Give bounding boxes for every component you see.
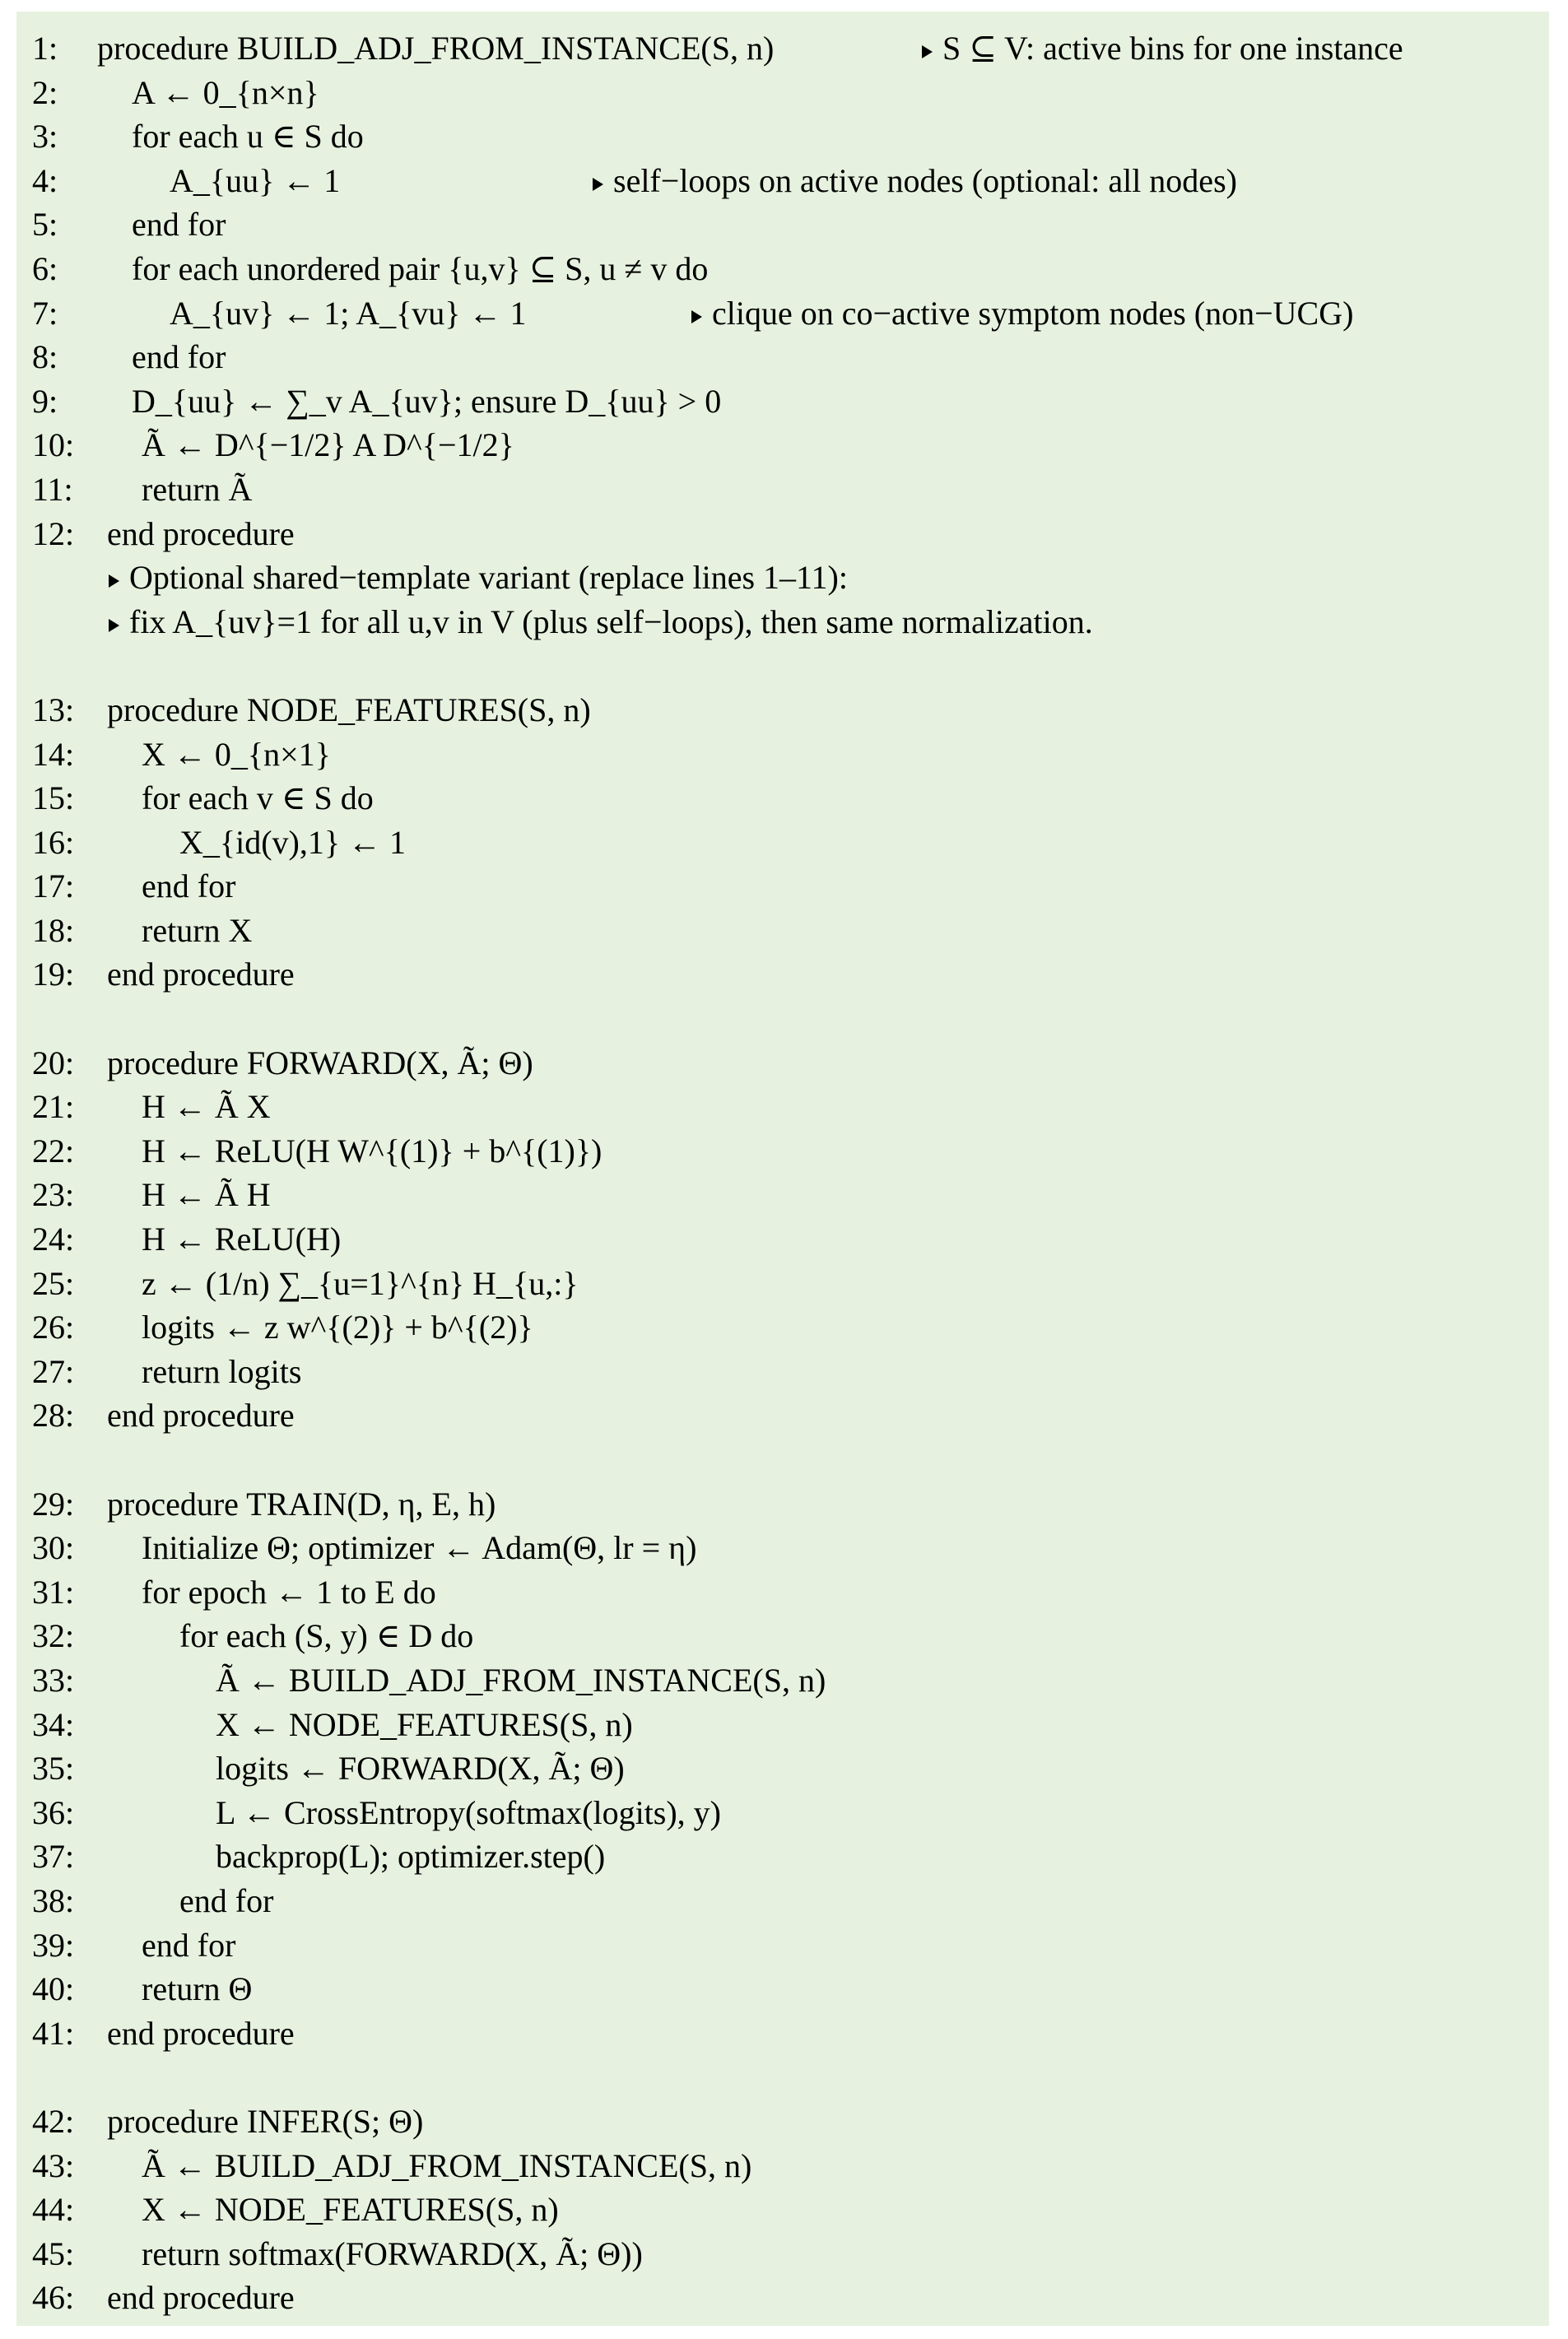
comment [922, 26, 1403, 71]
code-text: procedure TRAIN(D, η, E, h) [107, 1485, 496, 1523]
algorithm-line [16, 1526, 1549, 1570]
blank-line [16, 1438, 1549, 1482]
line-number: 46: [32, 2279, 75, 2317]
code-text: A_{uv} ← 1; A_{vu} ← 1 [170, 294, 527, 332]
line-number: 3: [32, 118, 58, 156]
code-text: procedure INFER(S; Θ) [107, 2102, 424, 2140]
blank-line [16, 997, 1549, 1041]
line-number: 33: [32, 1661, 75, 1699]
algorithm-line [16, 1703, 1549, 1747]
line-number: 37: [32, 1838, 75, 1876]
code-text: Ã ← BUILD_ADJ_FROM_INSTANCE(S, n) [142, 2146, 752, 2184]
algorithm-line [16, 423, 1549, 467]
line-number: 6: [32, 249, 58, 287]
comment-text: S ⊆ V: active bins for one instance [942, 30, 1403, 67]
algorithm-line [16, 2188, 1549, 2232]
code-text: Ã ← D^{−1/2} A D^{−1/2} [142, 426, 514, 464]
algorithm-line [16, 2011, 1549, 2056]
algorithm-line [16, 1217, 1549, 1262]
line-number: 24: [32, 1221, 75, 1258]
algorithm-line [16, 202, 1549, 247]
comment-text: clique on co−active symptom nodes (non−UCG) [712, 294, 1354, 332]
line-number: 12: [32, 514, 75, 552]
algorithm-line [16, 1173, 1549, 1217]
comment [109, 556, 848, 600]
algorithm-line [16, 776, 1549, 821]
code-text: Ã ← BUILD_ADJ_FROM_INSTANCE(S, n) [216, 1661, 826, 1699]
code-text: return softmax(FORWARD(X, Ã; Θ)) [142, 2234, 643, 2272]
code-text: end procedure [107, 1397, 295, 1435]
algorithm-line [16, 2276, 1549, 2320]
code-text: for each (S, y) ∈ D do [179, 1617, 474, 1655]
line-number: 5: [32, 206, 58, 244]
line-number: 20: [32, 1044, 75, 1081]
algorithm-line [16, 467, 1549, 512]
code-text: end procedure [107, 2014, 295, 2052]
line-number: 23: [32, 1176, 75, 1214]
line-number: 45: [32, 2234, 75, 2272]
comment-text: Optional shared−template variant (replace lines 1–11): [129, 559, 848, 597]
comment [593, 159, 1237, 203]
code-text: H ← Ã H [142, 1176, 271, 1214]
comment-triangle-icon [109, 619, 119, 632]
code-text: end for [142, 1926, 236, 1964]
code-text: return X [142, 911, 253, 949]
algorithm-line [16, 952, 1549, 997]
algorithm-line [16, 556, 1549, 600]
code-text: Initialize Θ; optimizer ← Adam(Θ, lr = η) [142, 1529, 697, 1567]
algorithm-line [16, 909, 1549, 953]
line-number: 32: [32, 1617, 75, 1655]
code-text: X ← NODE_FEATURES(S, n) [142, 2191, 559, 2229]
line-number: 14: [32, 735, 75, 773]
line-number: 9: [32, 382, 58, 420]
algorithm-line [16, 732, 1549, 777]
code-text: procedure NODE_FEATURES(S, n) [107, 691, 591, 728]
algorithm-line [16, 1305, 1549, 1350]
line-number: 28: [32, 1397, 75, 1435]
line-number: 17: [32, 867, 75, 905]
code-text: L ← CrossEntropy(softmax(logits), y) [216, 1793, 722, 1831]
algorithm-line [16, 114, 1549, 159]
algorithm-line [16, 1085, 1549, 1129]
algorithm-line [16, 26, 1549, 71]
line-number: 4: [32, 161, 58, 199]
code-text: end for [132, 206, 226, 244]
algorithm-line [16, 2144, 1549, 2188]
code-text: logits ← FORWARD(X, Ã; Θ) [216, 1750, 625, 1788]
comment-triangle-icon [922, 45, 933, 58]
algorithm-line [16, 1834, 1549, 1879]
code-text: for epoch ← 1 to E do [142, 1573, 436, 1611]
code-text: A ← 0_{n×n} [132, 73, 319, 111]
line-number: 13: [32, 691, 75, 728]
line-number: 16: [32, 823, 75, 861]
code-text: end procedure [107, 2279, 295, 2317]
algorithm-line [16, 1967, 1549, 2011]
line-number: 29: [32, 1485, 75, 1523]
code-text: A_{uu} ← 1 [170, 161, 341, 199]
code-text: logits ← z w^{(2)} + b^{(2)} [142, 1309, 533, 1346]
line-number: 7: [32, 294, 58, 332]
line-number: 11: [32, 470, 73, 508]
code-text: return Θ [142, 1970, 253, 2008]
algorithm-line [16, 1570, 1549, 1615]
code-text: procedure FORWARD(X, Ã; Θ) [107, 1044, 533, 1081]
algorithm-line [16, 1041, 1549, 1086]
line-number: 21: [32, 1088, 75, 1126]
line-number: 15: [32, 779, 75, 817]
line-number: 38: [32, 1881, 75, 1919]
code-text: X ← 0_{n×1} [142, 735, 331, 773]
code-text: z ← (1/n) ∑_{u=1}^{n} H_{u,:} [142, 1264, 579, 1302]
code-text: backprop(L); optimizer.step() [216, 1838, 606, 1876]
algorithm-line [16, 379, 1549, 424]
line-number: 34: [32, 1705, 75, 1743]
comment-triangle-icon [593, 178, 603, 191]
algorithm-line [16, 512, 1549, 556]
algorithm-line [16, 1350, 1549, 1394]
algorithm-line [16, 1482, 1549, 1527]
comment [109, 600, 1093, 644]
line-number: 19: [32, 956, 75, 993]
line-number: 43: [32, 2146, 75, 2184]
algorithm-line [16, 1746, 1549, 1791]
code-text: end procedure [107, 956, 295, 993]
line-number: 27: [32, 1352, 75, 1390]
code-text: X_{id(v),1} ← 1 [179, 823, 407, 861]
code-text: return Ã [142, 470, 253, 508]
algorithm-line [16, 1879, 1549, 1923]
algorithm-line [16, 1262, 1549, 1306]
algorithm-box [16, 12, 1549, 2326]
blank-line [16, 2055, 1549, 2100]
comment-triangle-icon [691, 310, 702, 323]
line-number: 36: [32, 1793, 75, 1831]
comment-text: fix A_{uv}=1 for all u,v in V (plus self−loops), then same normalization. [129, 602, 1093, 640]
line-number: 26: [32, 1309, 75, 1346]
comment-triangle-icon [109, 574, 119, 588]
algorithm-line [16, 600, 1549, 644]
algorithm-line [16, 71, 1549, 115]
line-number: 22: [32, 1132, 75, 1170]
code-text: end procedure [107, 514, 295, 552]
code-text: end for [142, 867, 236, 905]
line-number: 18: [32, 911, 75, 949]
code-text: for each unordered pair {u,v} ⊆ S, u ≠ v do [132, 249, 709, 287]
algorithm-line [16, 1658, 1549, 1703]
code-text: H ← Ã X [142, 1088, 271, 1126]
code-text: H ← ReLU(H) [142, 1221, 342, 1258]
algorithm-line [16, 1791, 1549, 1835]
code-text: return logits [142, 1352, 302, 1390]
line-number: 35: [32, 1750, 75, 1788]
line-number: 10: [32, 426, 75, 464]
code-text: X ← NODE_FEATURES(S, n) [216, 1705, 633, 1743]
code-text: H ← ReLU(H W^{(1)} + b^{(1)}) [142, 1132, 603, 1170]
algorithm-line [16, 1614, 1549, 1658]
algorithm-line [16, 247, 1549, 291]
algorithm-line [16, 159, 1549, 203]
algorithm-line [16, 2232, 1549, 2276]
algorithm-line [16, 864, 1549, 909]
code-text: end for [132, 338, 226, 376]
line-number: 39: [32, 1926, 75, 1964]
line-number: 30: [32, 1529, 75, 1567]
algorithm-line [16, 1923, 1549, 1968]
code-text: procedure BUILD_ADJ_FROM_INSTANCE(S, n) [97, 30, 775, 67]
algorithm-line [16, 2100, 1549, 2144]
line-number: 44: [32, 2191, 75, 2229]
algorithm-line [16, 1129, 1549, 1174]
comment-text: self−loops on active nodes (optional: all nodes) [613, 161, 1237, 199]
code-text: end for [179, 1881, 274, 1919]
line-number: 40: [32, 1970, 75, 2008]
algorithm-line [16, 335, 1549, 379]
line-number: 1: [32, 30, 58, 67]
algorithm-line [16, 688, 1549, 732]
code-text: for each u ∈ S do [132, 118, 364, 156]
blank-line [16, 644, 1549, 688]
line-number: 8: [32, 338, 58, 376]
line-number: 41: [32, 2014, 75, 2052]
comment [691, 291, 1353, 336]
line-number: 42: [32, 2102, 75, 2140]
code-text: D_{uu} ← ∑_v A_{uv}; ensure D_{uu} > 0 [132, 382, 722, 420]
line-number: 31: [32, 1573, 75, 1611]
code-text: for each v ∈ S do [142, 779, 374, 817]
algorithm-line [16, 291, 1549, 336]
algorithm-line [16, 1393, 1549, 1438]
line-number: 2: [32, 73, 58, 111]
line-number: 25: [32, 1264, 75, 1302]
algorithm-line [16, 821, 1549, 865]
